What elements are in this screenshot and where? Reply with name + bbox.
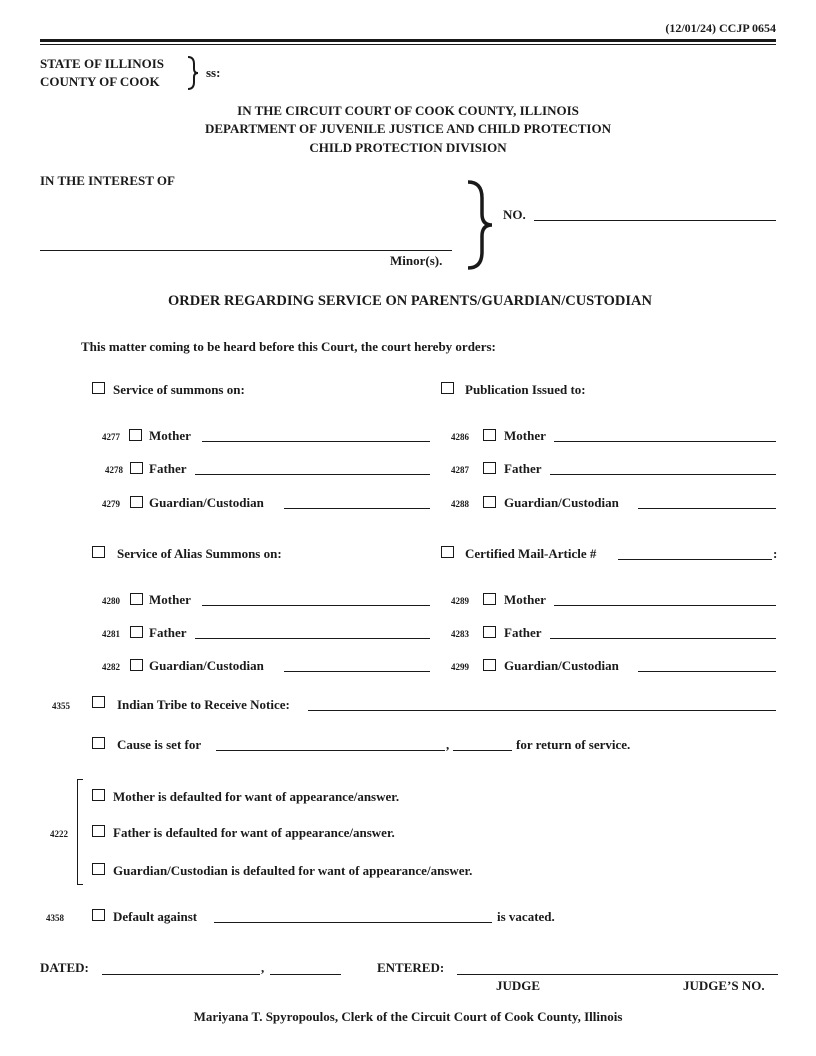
certified-guardian-label: Guardian/Custodian	[504, 658, 619, 673]
father-default-checkbox[interactable]	[92, 825, 105, 837]
service-guardian-field[interactable]	[284, 508, 430, 509]
code-4289: 4289	[451, 596, 469, 606]
cause-set-date-field[interactable]	[216, 750, 445, 751]
cause-set-label: Cause is set for	[117, 737, 202, 752]
caption-brace-icon	[462, 180, 496, 270]
default-group-bracket	[77, 779, 83, 885]
code-4287: 4287	[451, 465, 469, 475]
case-no-label: NO.	[503, 207, 526, 222]
alias-mother-label: Mother	[149, 592, 191, 607]
header-rule-thick	[40, 39, 776, 42]
default-vacated-suffix: is vacated.	[497, 909, 555, 924]
venue-state: STATE OF ILLINOIS	[40, 56, 165, 71]
venue-county: COUNTY OF COOK	[40, 74, 160, 89]
father-default-label: Father is defaulted for want of appearance/answer.	[113, 825, 395, 840]
header-rule-thin	[40, 44, 776, 45]
case-no-field[interactable]	[534, 220, 776, 221]
alias-guardian-field[interactable]	[284, 671, 430, 672]
code-4280: 4280	[102, 596, 120, 606]
certified-mother-field[interactable]	[554, 605, 776, 606]
certified-father-field[interactable]	[550, 638, 776, 639]
code-4279: 4279	[102, 499, 120, 509]
publication-guardian-checkbox[interactable]	[483, 496, 496, 508]
publication-father-label: Father	[504, 461, 542, 476]
dated-comma: ,	[261, 960, 265, 975]
default-vacated-label: Default against	[113, 909, 198, 924]
code-4281: 4281	[102, 629, 120, 639]
alias-father-checkbox[interactable]	[130, 626, 143, 638]
form-code: (12/01/24) CCJP 0654	[665, 21, 776, 35]
dated-label: DATED:	[40, 960, 89, 975]
cause-set-suffix: for return of service.	[516, 737, 631, 752]
service-mother-label: Mother	[149, 428, 191, 443]
publication-father-field[interactable]	[550, 474, 776, 475]
service-mother-checkbox[interactable]	[129, 429, 142, 441]
service-summons-checkbox[interactable]	[92, 382, 105, 394]
alias-father-field[interactable]	[195, 638, 430, 639]
publication-mother-field[interactable]	[554, 441, 776, 442]
publication-guardian-label: Guardian/Custodian	[504, 495, 619, 510]
code-4286: 4286	[451, 432, 469, 442]
dated-year-field[interactable]	[270, 974, 341, 975]
mother-default-checkbox[interactable]	[92, 789, 105, 801]
code-4222: 4222	[50, 829, 68, 839]
indian-tribe-label: Indian Tribe to Receive Notice:	[117, 697, 290, 712]
certified-mail-article-field[interactable]	[618, 559, 772, 560]
certified-guardian-field[interactable]	[638, 671, 776, 672]
indian-tribe-field[interactable]	[308, 710, 776, 711]
certified-mother-label: Mother	[504, 592, 546, 607]
minor-name-field[interactable]	[40, 250, 452, 251]
court-line-1: IN THE CIRCUIT COURT OF COOK COUNTY, ILLINOIS	[237, 103, 579, 118]
venue-brace-icon	[186, 55, 200, 91]
cause-set-time-field[interactable]	[453, 750, 512, 751]
certified-guardian-checkbox[interactable]	[483, 659, 496, 671]
judge-label: JUDGE	[496, 978, 541, 993]
indian-tribe-checkbox[interactable]	[92, 696, 105, 708]
court-line-2: DEPARTMENT OF JUVENILE JUSTICE AND CHILD PROTECTION	[205, 121, 611, 136]
code-4283: 4283	[451, 629, 469, 639]
publication-father-checkbox[interactable]	[483, 462, 496, 474]
publication-label: Publication Issued to:	[465, 382, 586, 397]
publication-checkbox[interactable]	[441, 382, 454, 394]
cause-set-checkbox[interactable]	[92, 737, 105, 749]
intro-text: This matter coming to be heard before this Court, the court hereby orders:	[81, 339, 496, 354]
certified-mother-checkbox[interactable]	[483, 593, 496, 605]
dated-field[interactable]	[102, 974, 260, 975]
minors-label: Minor(s).	[390, 253, 443, 268]
code-4299: 4299	[451, 662, 469, 672]
judge-no-label: JUDGE’S NO.	[683, 978, 765, 993]
entered-label: ENTERED:	[377, 960, 445, 975]
alias-guardian-label: Guardian/Custodian	[149, 658, 264, 673]
alias-guardian-checkbox[interactable]	[130, 659, 143, 671]
publication-mother-label: Mother	[504, 428, 546, 443]
alias-summons-checkbox[interactable]	[92, 546, 105, 558]
certified-mail-checkbox[interactable]	[441, 546, 454, 558]
alias-father-label: Father	[149, 625, 187, 640]
code-4278: 4278	[105, 465, 123, 475]
service-father-label: Father	[149, 461, 187, 476]
clerk-footer: Mariyana T. Spyropoulos, Clerk of the Circuit Court of Cook County, Illinois	[193, 1009, 623, 1024]
code-4277: 4277	[102, 432, 120, 442]
judge-signature-field[interactable]	[457, 974, 778, 975]
certified-mail-colon: :	[773, 546, 778, 561]
certified-father-label: Father	[504, 625, 542, 640]
mother-default-label: Mother is defaulted for want of appearance/answer.	[113, 789, 400, 804]
venue-ss: ss:	[206, 65, 221, 80]
code-4282: 4282	[102, 662, 120, 672]
publication-mother-checkbox[interactable]	[483, 429, 496, 441]
default-vacated-checkbox[interactable]	[92, 909, 105, 921]
code-4358: 4358	[46, 913, 64, 923]
code-4288: 4288	[451, 499, 469, 509]
alias-mother-field[interactable]	[202, 605, 430, 606]
guardian-default-label: Guardian/Custodian is defaulted for want of appearance/answer.	[113, 863, 473, 878]
service-guardian-label: Guardian/Custodian	[149, 495, 264, 510]
cause-set-comma: ,	[446, 737, 450, 752]
alias-mother-checkbox[interactable]	[130, 593, 143, 605]
court-line-3: CHILD PROTECTION DIVISION	[309, 140, 507, 155]
service-father-checkbox[interactable]	[130, 462, 143, 474]
publication-guardian-field[interactable]	[638, 508, 776, 509]
code-4355: 4355	[52, 701, 70, 711]
service-father-field[interactable]	[195, 474, 430, 475]
guardian-default-checkbox[interactable]	[92, 863, 105, 875]
certified-mail-label: Certified Mail-Article #	[465, 546, 597, 561]
certified-father-checkbox[interactable]	[483, 626, 496, 638]
interest-of-label: IN THE INTEREST OF	[40, 173, 175, 188]
service-summons-label: Service of summons on:	[113, 382, 245, 397]
default-vacated-field[interactable]	[214, 922, 492, 923]
service-mother-field[interactable]	[202, 441, 430, 442]
order-title: ORDER REGARDING SERVICE ON PARENTS/GUARDIAN/CUSTODIAN	[168, 293, 652, 309]
service-guardian-checkbox[interactable]	[130, 496, 143, 508]
alias-summons-label: Service of Alias Summons on:	[117, 546, 282, 561]
